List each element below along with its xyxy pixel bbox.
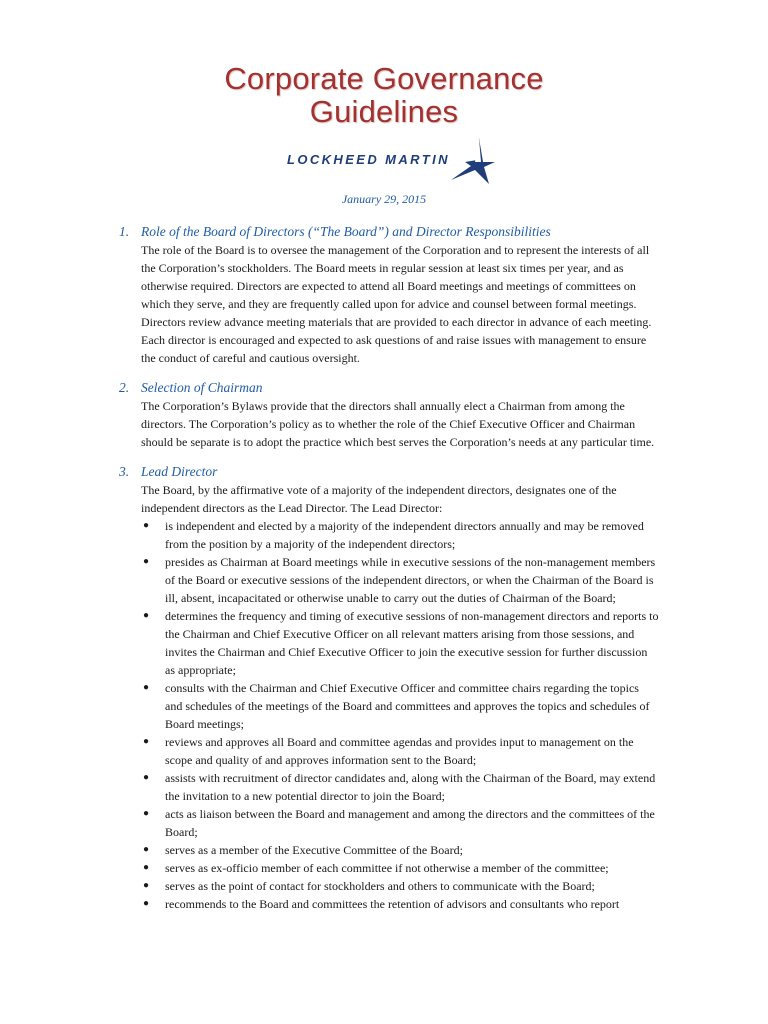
section-selection-of-chairman [119,379,659,451]
bullet-icon: ● [143,736,150,747]
list-item [141,859,659,877]
bullet-icon: ● [143,682,150,693]
list-item-text: serves as the point of contact for stockholders and others to communicate with the Board; [165,879,595,893]
section-paragraph: The Corporation’s Bylaws provide that the directors shall annually elect a Chairman from among the directors. The Corporation’s policy as to whether the role of the Chief Executive Officer and Chairman should be separate is to adopt the practice which best serves the Corporation’s needs at any particular time. [141,399,655,449]
star-logo-icon [445,136,497,186]
document-header [0,62,768,128]
list-item [141,553,659,607]
document-title-line-1: Corporate Governance [224,61,544,96]
bullet-icon: ● [143,556,150,567]
list-item [141,607,659,679]
lockheed-martin-logo [255,136,495,192]
section-number: 3. [119,464,130,479]
list-item [141,769,659,805]
section-title: Role of the Board of Directors (“The Board”) and Director Responsibilities [141,224,551,239]
section-role-of-board [119,223,659,367]
list-item-text: presides as Chairman at Board meetings while in executive sessions of the non-management members of the Board or executive sessions of the independent directors, or when the Chairman of the Board is ill, absent, incapacitated or otherwise unable to carry out the duties of Chairman of the Board; [165,555,656,605]
bullet-icon: ● [143,880,150,891]
bullet-icon: ● [143,610,150,621]
bullet-icon: ● [143,844,150,855]
section-title: Selection of Chairman [141,380,263,395]
list-item [141,877,659,895]
section-number: 1. [119,224,130,239]
section-number: 2. [119,380,130,395]
list-item-text: consults with the Chairman and Chief Executive Officer and committee chairs regarding the topics and schedules of the meetings of the Board and committees and approves the topics and schedules of Board meetings; [165,681,650,731]
document-title-line-2: Guidelines [309,94,459,129]
section-paragraph: The Board, by the affirmative vote of a majority of the independent directors, designates one of the independent directors as the Lead Director. The Lead Director: [141,483,617,515]
list-item-text: reviews and approves all Board and committee agendas and provides input to management on the scope and quality of and approves information sent to the Board; [165,735,634,767]
bullet-icon: ● [143,520,150,531]
list-item [141,517,659,553]
list-item-text: determines the frequency and timing of executive sessions of non-management directors and reports to the Chairman and Chief Executive Officer on all relevant matters arising from those sessions, and invites the Chairman and Chief Executive Officer to join the executive session for further discussion as appropriate; [165,609,659,677]
list-item-text: assists with recruitment of director candidates and, along with the Chairman of the Board, may extend the invitation to a new potential director to join the Board; [165,771,656,803]
section-paragraph: The role of the Board is to oversee the management of the Corporation and to represent the interests of all the Corporation’s stockholders. The Board meets in regular session at least six times per year, and as otherwise required. Directors are expected to attend all Board meetings and meetings of committees on which they serve, and they are frequently called upon for advice and counsel between formal meetings. Directors review advance meeting materials that are provided to each director in advance of each meeting. Each director is encouraged and expected to ask questions of and raise issues with management to ensure the conduct of careful and cautious oversight. [141,243,652,365]
section-title: Lead Director [141,464,218,479]
list-item [141,679,659,733]
section-heading [119,223,659,241]
list-item-text: is independent and elected by a majority of the independent directors annually and may be removed from the position by a majority of the independent directors; [165,519,644,551]
list-item-text: serves as a member of the Executive Committee of the Board; [165,843,463,857]
list-item [141,805,659,841]
bullet-icon: ● [143,772,150,783]
section-heading [119,379,659,397]
document-date: January 29, 2015 [341,192,427,206]
list-item-text: recommends to the Board and committees the retention of advisors and consultants who report [165,897,620,911]
lead-director-duties-list [141,517,659,913]
logo-wordmark: LOCKHEED MARTIN [287,152,450,167]
list-item [141,895,659,913]
list-item [141,841,659,859]
list-item [141,733,659,769]
section-heading [119,463,659,481]
list-item-text: acts as liaison between the Board and management and among the directors and the committees of the Board; [165,807,655,839]
section-lead-director [119,463,659,913]
bullet-icon: ● [143,898,150,909]
bullet-icon: ● [143,862,150,873]
bullet-icon: ● [143,808,150,819]
list-item-text: serves as ex-officio member of each committee if not otherwise a member of the committee; [165,861,609,875]
document-body [119,223,659,925]
